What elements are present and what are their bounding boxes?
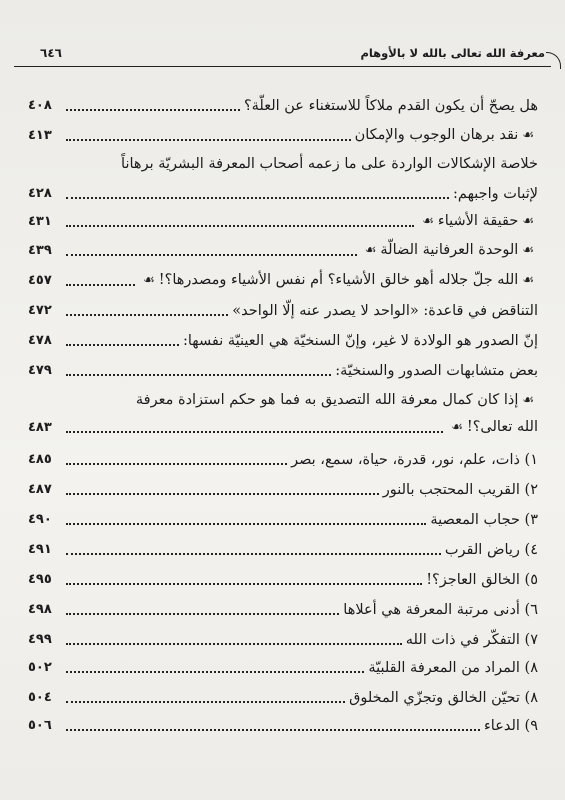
toc-entry	[28, 626, 538, 650]
toc-entry	[28, 267, 538, 291]
table-of-contents	[28, 0, 538, 800]
toc-entry-title: ☙نقد برهان الوجوب والإمكان	[355, 125, 538, 146]
toc-entry	[28, 327, 538, 351]
toc-entry-title: إنّ الصدور هو الولادة لا غير، وإنّ السنخيّة هي العينيّة نفسها:	[182, 333, 538, 349]
dot-leader	[66, 701, 345, 703]
ornament-icon: ☙	[522, 393, 534, 408]
ornament-icon: ☙	[451, 420, 463, 435]
dot-leader	[66, 431, 443, 433]
toc-entry-title: ٩) الدعاء	[483, 718, 538, 734]
header-corner-ornament	[546, 52, 561, 69]
toc-entry-page: ٤٩١	[28, 542, 52, 557]
toc-entry	[28, 92, 538, 116]
dot-leader	[66, 284, 135, 286]
toc-entry	[28, 476, 538, 500]
toc-entry	[28, 536, 538, 560]
dot-leader	[66, 729, 480, 731]
toc-entry-title: ٤) رياض القرب	[444, 542, 538, 558]
toc-entry-title: ٨) المراد من المعرفة القلبيّة	[368, 660, 538, 676]
dot-leader	[66, 553, 441, 555]
toc-entry-page: ٥٠٢	[28, 660, 52, 675]
toc-entry-page: ٤٣٩	[28, 243, 52, 258]
ornament-icon: ☙	[522, 214, 534, 229]
ornament-icon: ☙	[364, 243, 377, 258]
toc-entry-title: لإثبات واجبهم:	[453, 186, 538, 202]
toc-entry-page: ٤٧٩	[28, 363, 52, 378]
toc-entry-page: ٤١٣	[28, 128, 52, 143]
dot-leader	[66, 254, 357, 256]
dot-leader	[66, 314, 228, 316]
toc-entry-title: ☙الوحدة العرفانية الضالّة☙	[361, 240, 538, 261]
toc-entry-page: ٤٩٠	[28, 512, 52, 527]
toc-entry-title: التناقض في قاعدة: «الواحد لا يصدر عنه إلّا الواحد»	[232, 303, 538, 319]
toc-entry-title: ٥) الخالق العاجز؟!	[426, 572, 538, 588]
dot-leader	[66, 344, 179, 346]
dot-leader	[66, 225, 414, 227]
dot-leader	[66, 374, 331, 376]
dot-leader	[66, 493, 379, 495]
toc-entry	[28, 566, 538, 590]
ornament-icon: ☙	[522, 273, 534, 288]
toc-entry-page: ٤٨٧	[28, 482, 52, 497]
toc-entry-title: هل يصحّ أن يكون القدم ملاكاً للاستغناء عن العلّة؟	[243, 98, 538, 114]
toc-entry-page: ٥٠٦	[28, 718, 52, 733]
toc-entry-title-line: خلاصة الإشكالات الواردة على ما زعمه أصحاب المعرفة البشريّة برهاناً	[121, 156, 538, 172]
toc-entry-title: ٧) التفكّر في ذات الله	[405, 632, 538, 648]
toc-entry-page: ٤٩٩	[28, 632, 52, 647]
toc-entry-page: ٤٢٨	[28, 186, 52, 201]
toc-entry	[28, 684, 538, 708]
toc-entry	[28, 237, 538, 261]
toc-entry	[28, 446, 538, 470]
toc-entry-title: ١) ذات، علم، نور، قدرة، حياة، سمع، بصر	[291, 452, 538, 468]
ornament-icon: ☙	[522, 243, 534, 258]
toc-entry	[28, 712, 538, 736]
dot-leader	[66, 197, 449, 199]
dot-leader	[66, 523, 426, 525]
toc-entry-page: ٤٧٢	[28, 303, 52, 318]
toc-entry-page: ٤٨٣	[28, 420, 52, 435]
dot-leader	[66, 643, 402, 645]
toc-entry-page: ٤٣١	[28, 214, 52, 229]
toc-entry	[28, 414, 538, 438]
header-page-number: ٦٤٦	[40, 46, 62, 60]
toc-entry-title: ٦) أدنى مرتبة المعرفة هي أعلاها	[343, 602, 538, 618]
toc-entry-page: ٥٠٤	[28, 690, 52, 705]
toc-entry	[28, 654, 538, 678]
toc-entry-page: ٤٩٥	[28, 572, 52, 587]
dot-leader	[66, 109, 240, 111]
toc-entry-title: ٨) تحيّن الخالق وتجزّي المخلوق	[349, 690, 538, 706]
dot-leader	[66, 583, 422, 585]
toc-entry-title: بعض متشابهات الصدور والسنخيّة:	[335, 363, 538, 379]
toc-entry	[28, 208, 538, 232]
header-running-title: معرفة الله تعالى بالله لا بالأوهام	[360, 46, 545, 60]
toc-entry-page: ٤٥٧	[28, 273, 52, 288]
toc-entry-page: ٤٠٨	[28, 98, 52, 113]
ornament-icon: ☙	[522, 128, 534, 143]
toc-entry-title-line: ☙إذا كان كمال معرفة الله التصديق به فما هو حكم استزادة معرفة	[136, 390, 538, 411]
toc-entry-title: ☙حقيقة الأشياء☙	[418, 211, 538, 232]
toc-entry	[28, 122, 538, 146]
toc-entry	[28, 180, 538, 204]
toc-entry-title: الله تعالى؟!☙	[447, 417, 538, 438]
toc-entry	[28, 357, 538, 381]
dot-leader	[66, 671, 364, 673]
toc-entry	[28, 506, 538, 530]
toc-entry-title: ٢) القريب المحتجب بالنور	[382, 482, 538, 498]
toc-entry	[28, 596, 538, 620]
toc-entry-title: ٣) حجاب المعصية	[430, 512, 538, 528]
dot-leader	[66, 139, 351, 141]
toc-entry-page: ٤٩٨	[28, 602, 52, 617]
toc-entry-page: ٤٨٥	[28, 452, 52, 467]
dot-leader	[66, 613, 339, 615]
dot-leader	[66, 463, 287, 465]
ornament-icon: ☙	[143, 273, 155, 288]
toc-entry	[28, 297, 538, 321]
toc-entry-page: ٤٧٨	[28, 333, 52, 348]
ornament-icon: ☙	[422, 214, 434, 229]
toc-entry-title: ☙الله جلّ جلاله أهو خالق الأشياء؟ أم نفس الأشياء ومصدرها؟!☙	[139, 270, 538, 291]
